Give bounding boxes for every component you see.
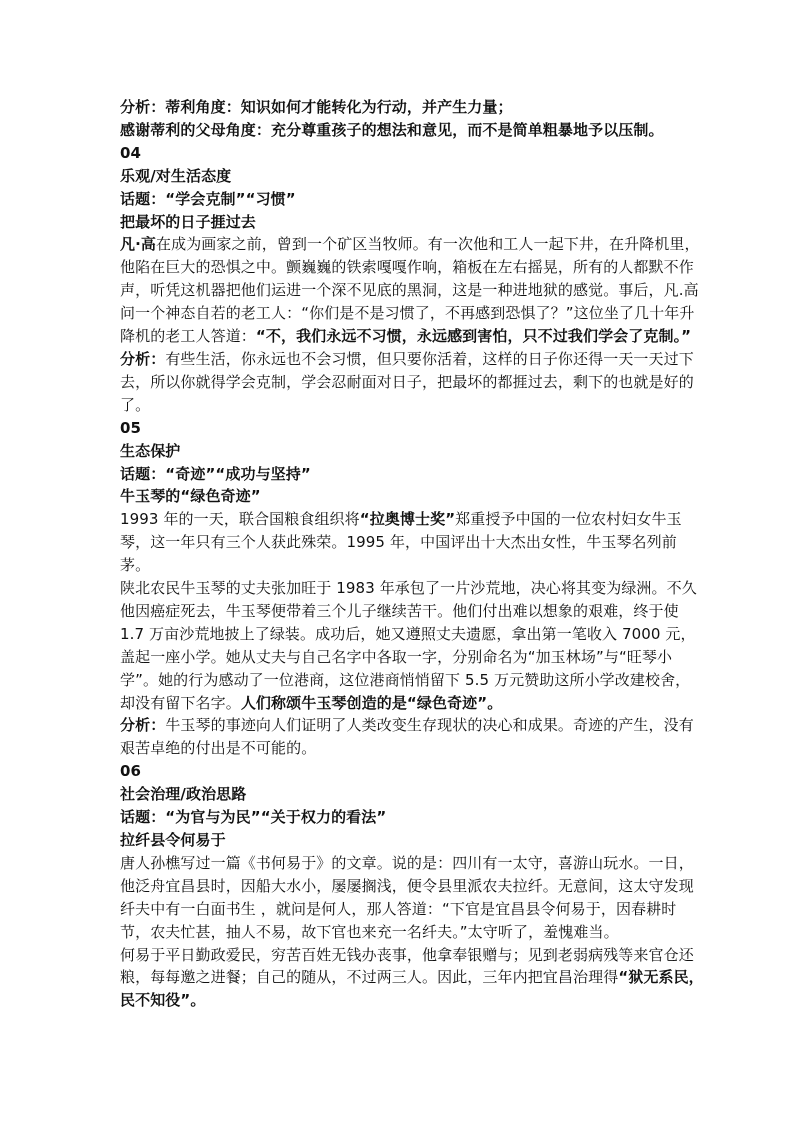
paragraph — [120, 417, 704, 440]
bold-text: 感谢蒂利的父母角度：充分尊重孩子的想法和意见，而不是简单粗暴地予以压制。 — [120, 120, 664, 139]
paragraph — [120, 577, 704, 714]
bold-text: 凡·高 — [120, 235, 156, 254]
body-text: 郑重授予中国的一位农村妇女牛玉琴，这一年只有三个人获此殊荣。1995 年，中国评出十大杰出女性，牛玉琴名列前茅。 — [120, 510, 682, 575]
body-text: 牛玉琴的事迹向人们证明了人类改变生存现状的决心和成果。奇迹的产生，没有艰苦卓绝的付出是不可能的。 — [120, 716, 694, 758]
bold-text: 拉纤县令何易于 — [120, 831, 226, 849]
paragraph — [120, 211, 704, 234]
body-text: 陕北农民牛玉琴的丈夫张加旺于 1983 年承包了一片沙荒地，决心将其变为绿洲。不久他因癌症死去，牛玉琴便带着三个儿子继续苦干。他们付出难以想象的艰难，终于使 1.7 万亩沙荒地披上了绿装。成功后，她又遵照丈夫遗愿，拿出第一笔收入 7000 元，盖起一座小学。她从丈夫与自己名字中各取一字，分别命名为“加玉林场”与“旺琴小学”。她的行为感动了一位港商，这位港商悄悄留下 5.5 万元赞助这所小学改建校舍，却没有留下名字。 — [120, 579, 697, 712]
paragraph — [120, 188, 704, 211]
body-text: 1993 年的一天，联合国粮食组织将 — [120, 510, 360, 529]
paragraph — [120, 142, 704, 165]
bold-text: 04 — [120, 143, 142, 162]
bold-text: 05 — [120, 418, 142, 437]
paragraph — [120, 440, 704, 463]
paragraph — [120, 760, 704, 783]
paragraph — [120, 806, 704, 829]
bold-text: 话题：“学会克制”“习惯” — [120, 189, 296, 208]
bold-text: 社会治理/政治思路 — [120, 785, 247, 804]
paragraph — [120, 348, 704, 417]
bold-text: “不，我们永远不习惯，永远感到害怕，只不过我们学会了克制。” — [255, 327, 692, 346]
bold-text: 分析： — [120, 716, 166, 735]
paragraph — [120, 944, 704, 1013]
paragraph — [120, 165, 704, 188]
body-text: 唐人孙樵写过一篇《书何易于》的文章。说的是：四川有一太守，喜游山玩水。一日，他泛舟宜昌县时，因船大水小，屡屡搁浅，便令县里派农夫拉纤。无意间，这太守发现纤夫中有一白面书生 ，就问是何人，那人答道：“下官是宜昌县令何易于，因春耕时节，农夫忙甚，抽人不易，故下官也来充一名纤夫。”太守听了，羞愧难当。 — [120, 853, 694, 941]
paragraph — [120, 783, 704, 806]
bold-text: 分析： — [120, 349, 166, 368]
paragraph — [120, 463, 704, 486]
bold-text: 人们称颂牛玉琴创造的是“绿色奇迹”。 — [240, 693, 503, 712]
bold-text: 乐观/对生活态度 — [120, 166, 232, 185]
paragraph — [120, 508, 704, 577]
bold-text: “拉奥博士奖” — [359, 510, 456, 529]
bold-text: 话题：“为官与为民”“关于权力的看法” — [120, 808, 387, 827]
paragraph — [120, 852, 704, 944]
paragraph — [120, 714, 704, 760]
paragraph — [120, 829, 704, 852]
paragraph — [120, 119, 704, 142]
bold-text: 牛玉琴的“绿色奇迹” — [120, 487, 261, 506]
bold-text: “狱无系民，民不知役”。 — [120, 968, 704, 1010]
bold-text: 把最坏的日子捱过去 — [120, 212, 256, 231]
document-body — [120, 96, 704, 1012]
bold-text: 分析：蒂利角度：知识如何才能转化为行动，并产生力量； — [120, 98, 513, 116]
body-text: 有些生活，你永远也不会习惯，但只要你活着，这样的日子你还得一天一天过下去，所以你就得学会克制，学会忍耐面对日子，把最坏的都捱过去，剩下的也就是好的了。 — [120, 349, 694, 414]
bold-text: 话题：“奇迹”“成功与坚持” — [120, 464, 311, 483]
paragraph — [120, 233, 704, 348]
bold-text: 生态保护 — [120, 441, 181, 460]
bold-text: 06 — [120, 762, 142, 781]
paragraph — [120, 96, 704, 119]
body-text: 何易于平日勤政爱民，穷苦百姓无钱办丧事，他拿奉银赠与；见到老弱病残等来官仓还粮，每每邀之进餐；自己的随从，不过两三人。因此，三年内把宜昌治理得 — [120, 945, 694, 987]
paragraph — [120, 485, 704, 508]
body-text: 在成为画家之前，曾到一个矿区当牧师。有一次他和工人一起下井，在升降机里，他陷在巨大的恐惧之中。颤巍巍的铁索嘎嘎作响，箱板在左右摇晃，所有的人都默不作声，听凭这机器把他们运进一个深不见底的黑洞，这是一种进地狱的感觉。事后，凡.高问一个神态自若的老工人：“你们是不是习惯了，不再感到恐惧了？”这位坐了几十年升降机的老工人答道： — [120, 235, 700, 346]
